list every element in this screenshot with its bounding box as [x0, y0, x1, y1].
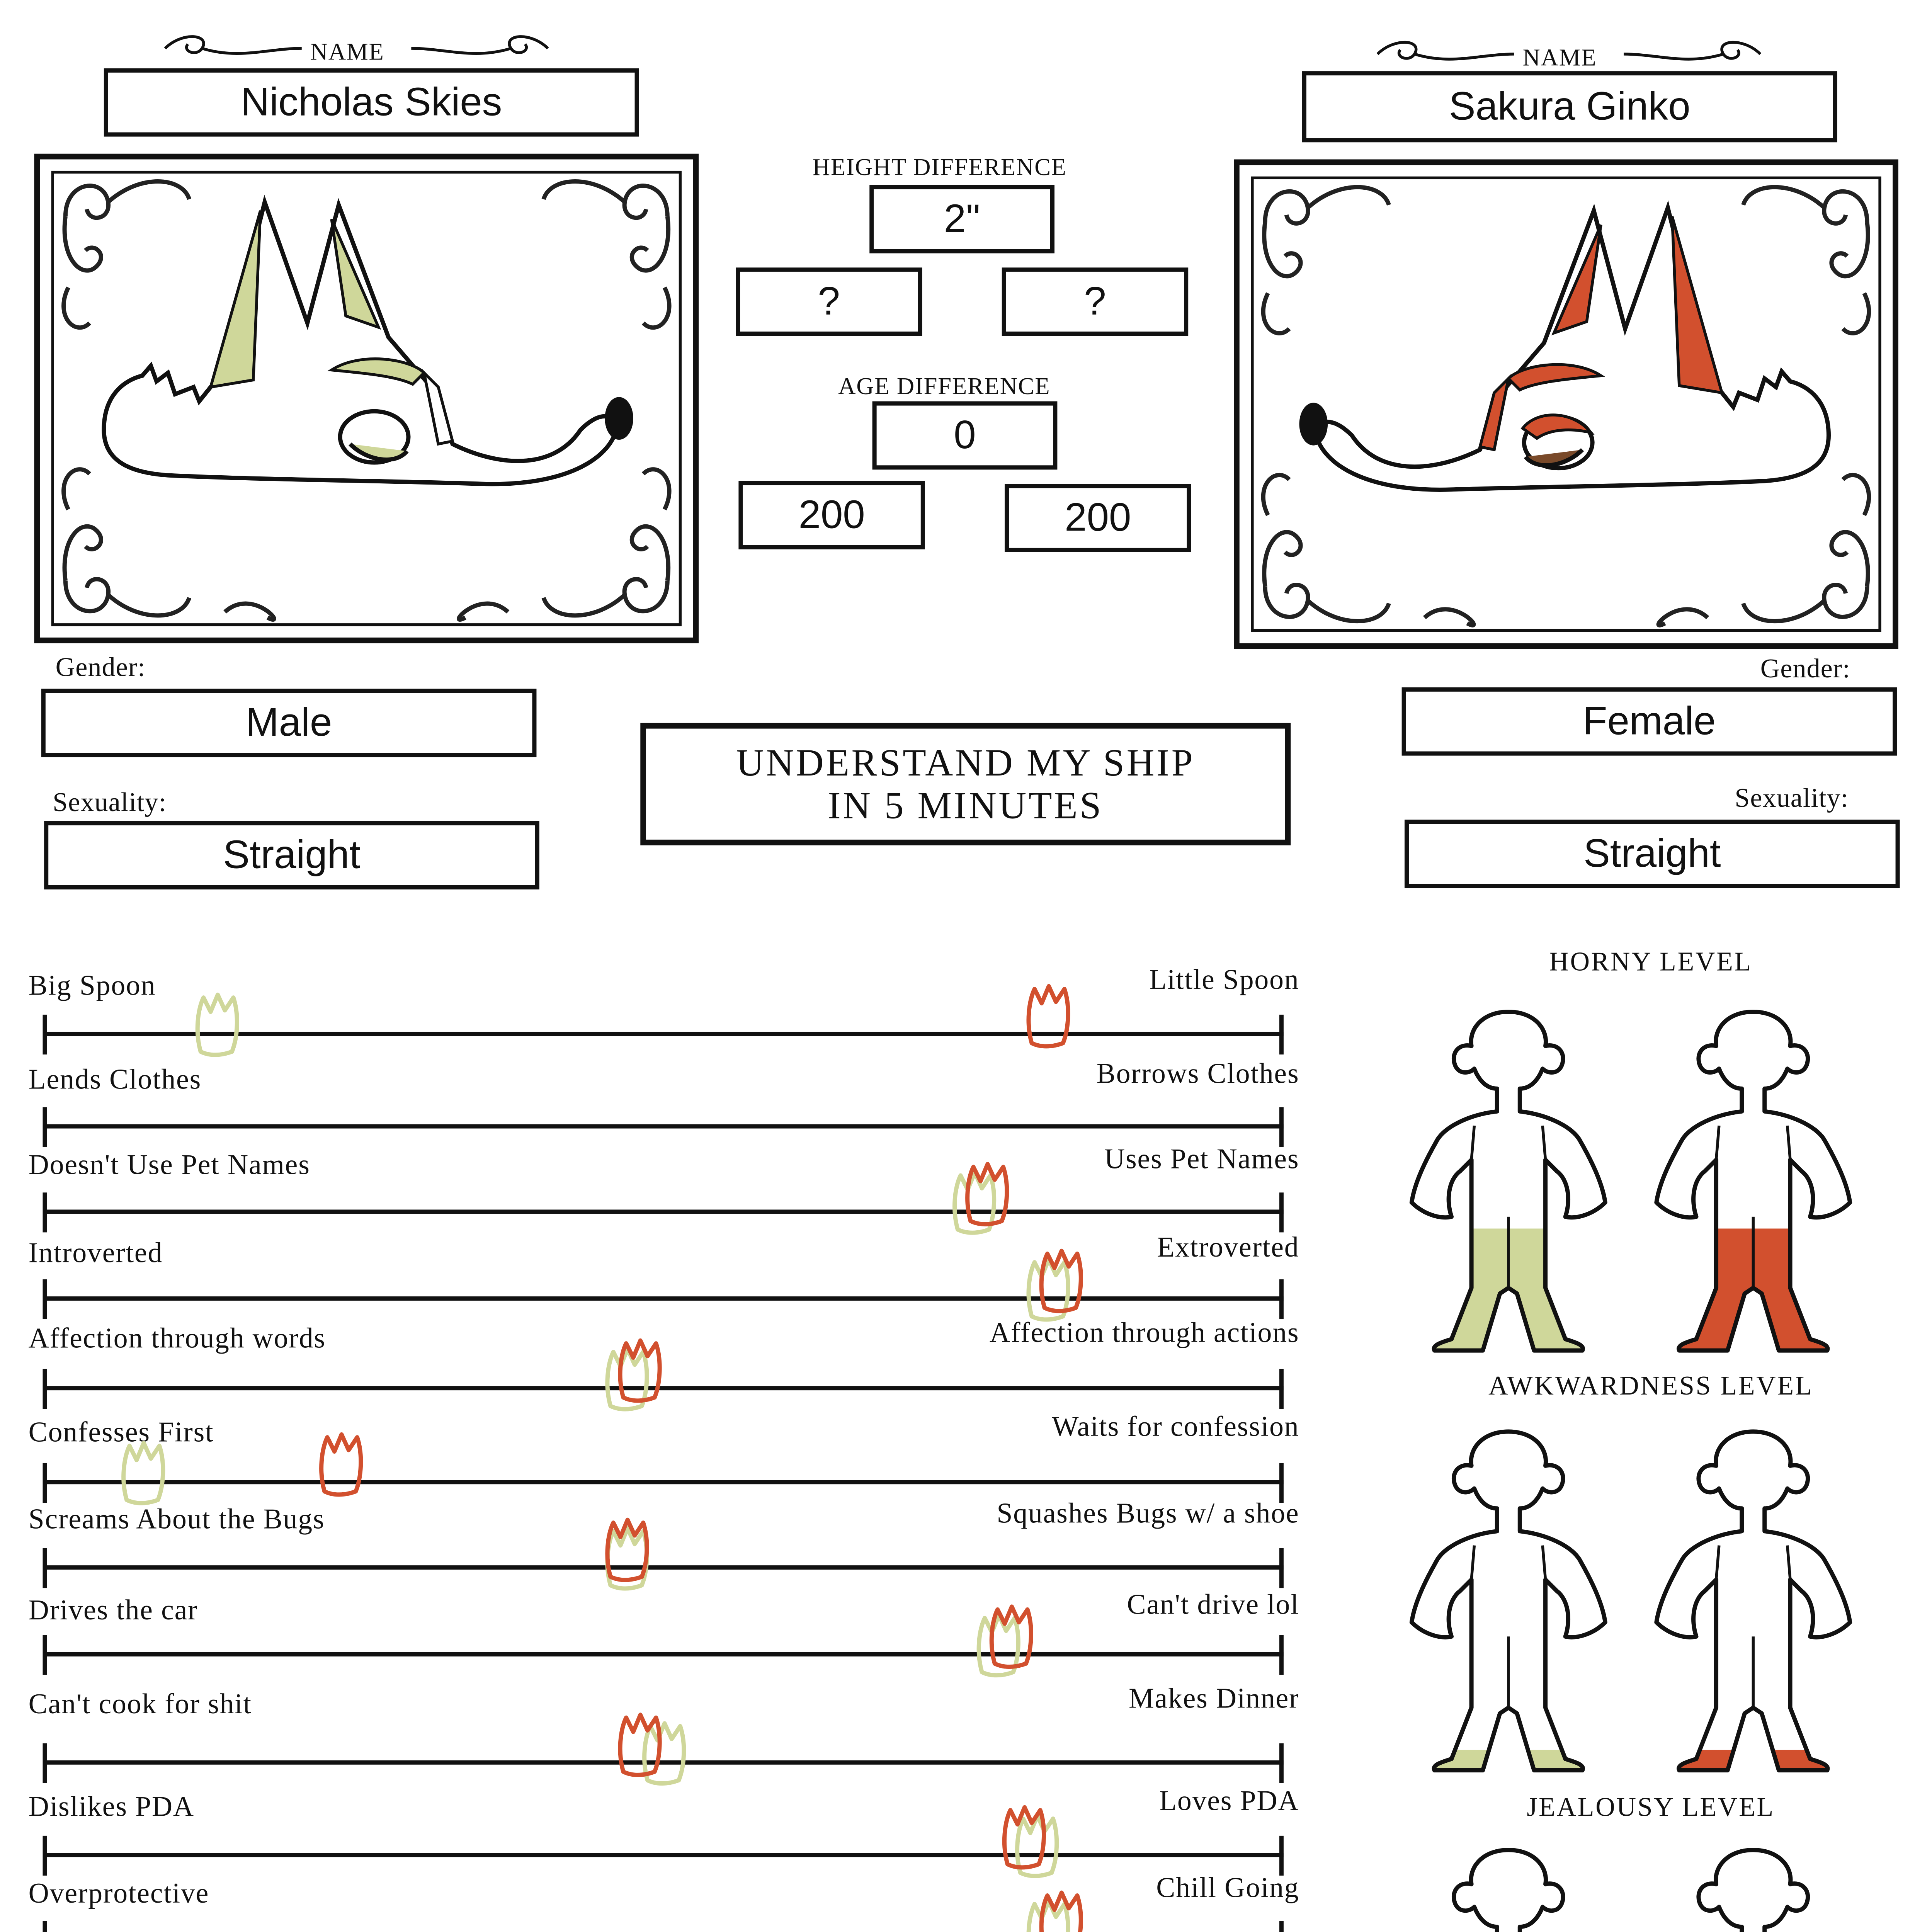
slider-track: [43, 1853, 1283, 1857]
slider-start-tick: [43, 1635, 47, 1675]
slider-left-label: Doesn't Use Pet Names: [28, 1150, 310, 1181]
right-sexuality-field[interactable]: Straight: [1405, 820, 1900, 888]
slider-left-label: Overprotective: [28, 1878, 209, 1910]
slider-track: [43, 1565, 1283, 1570]
slider-right-label: Squashes Bugs w/ a shoe: [997, 1498, 1299, 1530]
left-name-label: NAME: [310, 38, 384, 66]
left-gender-field[interactable]: Male: [41, 689, 537, 757]
right-gender-field[interactable]: Female: [1402, 687, 1897, 756]
left-ear-fill: [211, 211, 260, 387]
left-level-figure: [1395, 1003, 1622, 1359]
slider-start-tick: [43, 1107, 47, 1147]
slider-left-label: Big Spoon: [28, 970, 156, 1002]
slider-right-label: Waits for confession: [1051, 1412, 1299, 1443]
slider-track: [43, 1124, 1283, 1128]
figure-outline: [1412, 1850, 1605, 1932]
height-difference-field[interactable]: 2": [869, 185, 1054, 253]
level-title: HORNY LEVEL: [1549, 947, 1752, 978]
left-sexuality-field[interactable]: Straight: [44, 821, 539, 889]
slider-end-tick: [1279, 1836, 1284, 1876]
slider-right-label: Chill Going: [1156, 1872, 1299, 1904]
slider-track: [43, 1386, 1283, 1390]
left-fox-portrait: [40, 159, 693, 637]
right-character-marker[interactable]: [986, 1601, 1035, 1669]
slider-left-label: Dislikes PDA: [28, 1791, 194, 1823]
slider-start-tick: [43, 1463, 47, 1503]
slider-end-tick: [1279, 1743, 1284, 1783]
height-right-field[interactable]: ?: [1002, 267, 1188, 336]
slider-start-tick: [43, 1836, 47, 1876]
slider-end-tick: [1279, 1015, 1284, 1054]
figure-outline: [1412, 1012, 1605, 1351]
left-sexuality-label: Sexuality:: [53, 788, 167, 818]
right-character-marker[interactable]: [1024, 980, 1072, 1049]
age-left-field[interactable]: 200: [738, 481, 925, 549]
slider-left-label: Confesses First: [28, 1417, 214, 1449]
figure-outline: [1656, 1012, 1850, 1351]
age-right-field[interactable]: 200: [1005, 484, 1191, 552]
slider-left-label: Lends Clothes: [28, 1064, 202, 1096]
right-portrait-frame: [1234, 159, 1898, 649]
height-left-field[interactable]: ?: [736, 267, 922, 336]
right-character-marker[interactable]: [999, 1802, 1047, 1870]
right-fox-portrait: [1240, 165, 1893, 643]
slider-start-tick: [43, 1279, 47, 1319]
level-fill: [1409, 1750, 1608, 1770]
right-character-marker[interactable]: [614, 1709, 662, 1777]
right-level-figure: [1639, 1423, 1867, 1779]
left-character-marker[interactable]: [118, 1437, 166, 1506]
slider-right-label: Uses Pet Names: [1104, 1144, 1299, 1176]
title-line-2: IN 5 MINUTES: [828, 784, 1104, 827]
slider-right-label: Extroverted: [1157, 1232, 1299, 1264]
slider-right-label: Borrows Clothes: [1096, 1059, 1299, 1090]
slider-left-label: Screams About the Bugs: [28, 1504, 325, 1536]
level-fill: [1653, 1750, 1853, 1770]
right-character-marker[interactable]: [1036, 1887, 1084, 1932]
slider-start-tick: [43, 1192, 47, 1232]
slider-start-tick: [43, 1921, 47, 1932]
slider-right-label: Makes Dinner: [1129, 1683, 1299, 1715]
slider-left-label: Drives the car: [28, 1595, 198, 1627]
slider-end-tick: [1279, 1635, 1284, 1675]
slider-end-tick: [1279, 1463, 1284, 1503]
left-gender-label: Gender:: [55, 653, 146, 683]
left-portrait-frame: [34, 154, 699, 643]
slider-start-tick: [43, 1548, 47, 1588]
right-sexuality-label: Sexuality:: [1735, 784, 1849, 814]
slider-left-label: Introverted: [28, 1238, 163, 1270]
figure-outline: [1656, 1850, 1850, 1932]
slider-end-tick: [1279, 1107, 1284, 1147]
right-character-marker[interactable]: [316, 1429, 365, 1497]
level-title: JEALOUSY LEVEL: [1527, 1793, 1775, 1823]
slider-start-tick: [43, 1743, 47, 1783]
slider-left-label: Can't cook for shit: [28, 1689, 252, 1721]
slider-left-label: Affection through words: [28, 1323, 326, 1355]
slider-end-tick: [1279, 1192, 1284, 1232]
slider-end-tick: [1279, 1279, 1284, 1319]
slider-track: [43, 1480, 1283, 1484]
right-character-marker[interactable]: [614, 1335, 662, 1403]
slider-end-tick: [1279, 1921, 1284, 1932]
slider-track: [43, 1296, 1283, 1301]
sheet-title: [640, 723, 1291, 845]
right-name-label: NAME: [1522, 44, 1597, 71]
slider-right-label: Affection through actions: [989, 1318, 1299, 1349]
slider-track: [43, 1652, 1283, 1656]
right-level-figure: [1639, 1003, 1867, 1359]
right-gender-label: Gender:: [1760, 655, 1850, 685]
figure-outline: [1656, 1432, 1850, 1770]
title-line-1: UNDERSTAND MY SHIP: [736, 741, 1195, 784]
left-name-field[interactable]: Nicholas Skies: [104, 68, 639, 137]
slider-right-label: Can't drive lol: [1127, 1589, 1299, 1621]
figure-outline: [1412, 1432, 1605, 1770]
age-difference-field[interactable]: 0: [872, 401, 1058, 470]
height-difference-label: HEIGHT DIFFERENCE: [812, 153, 1067, 181]
slider-end-tick: [1279, 1548, 1284, 1588]
right-character-marker[interactable]: [602, 1514, 650, 1583]
right-character-marker[interactable]: [1036, 1245, 1084, 1314]
age-difference-label: AGE DIFFERENCE: [838, 372, 1051, 400]
slider-right-label: Little Spoon: [1149, 964, 1299, 997]
slider-right-label: Loves PDA: [1159, 1786, 1299, 1818]
slider-start-tick: [43, 1369, 47, 1409]
right-level-figure: [1639, 1842, 1867, 1932]
left-level-figure: [1395, 1423, 1622, 1779]
slider-track: [43, 1209, 1283, 1214]
level-title: AWKWARDNESS LEVEL: [1488, 1372, 1813, 1402]
slider-end-tick: [1279, 1369, 1284, 1409]
right-character-marker[interactable]: [962, 1158, 1010, 1227]
right-name-field[interactable]: Sakura Ginko: [1302, 71, 1837, 142]
left-character-marker[interactable]: [192, 989, 240, 1058]
left-level-figure: [1395, 1842, 1622, 1932]
slider-start-tick: [43, 1015, 47, 1054]
